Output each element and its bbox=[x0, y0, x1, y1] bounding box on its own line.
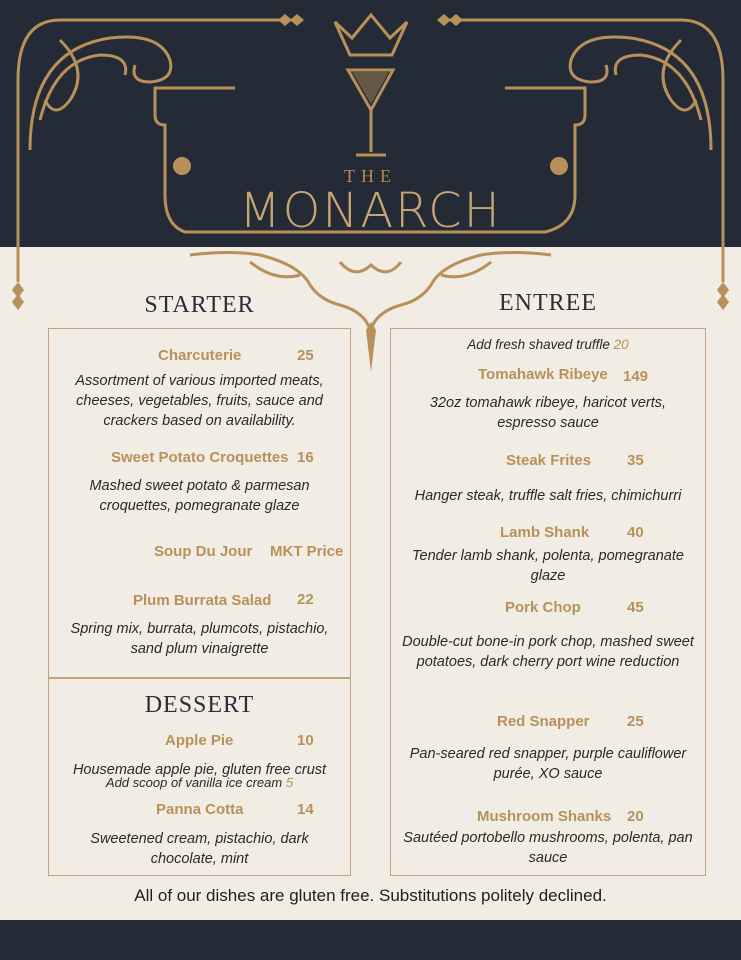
item-lamb-shank-desc: Tender lamb shank, polenta, pomegranate glaze bbox=[412, 548, 684, 584]
right-scroll bbox=[570, 37, 711, 150]
item-charcuterie-price: 25 bbox=[297, 347, 314, 364]
item-mushroom-shanks-price: 20 bbox=[627, 808, 644, 825]
crown-outline bbox=[335, 15, 407, 55]
apple-pie-addon bbox=[58, 775, 341, 790]
left-scroll bbox=[30, 37, 171, 150]
item-lamb-shank-name: Lamb Shank bbox=[500, 524, 590, 541]
item-ribeye-name: Tomahawk Ribeye bbox=[478, 366, 608, 383]
item-mushroom-shanks-desc: Sautéed portobello mushrooms, polenta, pan sauce bbox=[403, 830, 693, 866]
item-pork-chop-desc: Double-cut bone-in pork chop, mashed sweet potatoes, dark cherry port wine reduction bbox=[402, 634, 694, 670]
entree-heading: ENTREE bbox=[499, 290, 597, 316]
item-charcuterie-desc: Assortment of various imported meats, cheeses, vegetables, fruits, sauce and crackers based on availability. bbox=[75, 373, 324, 429]
item-steak-frites-name: Steak Frites bbox=[506, 452, 592, 469]
item-croquettes-name: Sweet Potato Croquettes bbox=[111, 449, 289, 466]
item-charcuterie-name: Charcuterie bbox=[158, 347, 242, 364]
item-apple-pie-desc: Housemade apple pie, gluten free crust bbox=[72, 762, 327, 778]
item-lamb-shank-price: 40 bbox=[627, 524, 644, 541]
item-burrata-desc: Spring mix, burrata, plumcots, pistachio, sand plum vinaigrette bbox=[70, 621, 329, 657]
item-steak-frites-price: 35 bbox=[627, 452, 644, 469]
item-croquettes-price: 16 bbox=[297, 449, 314, 466]
item-apple-pie-name: Apple Pie bbox=[165, 732, 234, 749]
item-panna-cotta-desc: Sweetened cream, pistachio, dark chocolate, mint bbox=[90, 831, 309, 867]
truffle-addon bbox=[390, 337, 706, 352]
item-apple-pie-price: 10 bbox=[297, 732, 314, 749]
item-ribeye-desc: 32oz tomahawk ribeye, haricot verts, espresso sauce bbox=[429, 395, 667, 431]
gluten-free-note: All of our dishes are gluten free. Substitutions politely declined. bbox=[134, 886, 607, 905]
starter-heading: STARTER bbox=[144, 292, 255, 318]
item-burrata-price: 22 bbox=[297, 591, 314, 608]
item-red-snapper-price: 25 bbox=[627, 713, 644, 730]
item-croquettes-desc: Mashed sweet potato & parmesan croquettes, pomegranate glaze bbox=[89, 478, 310, 514]
item-panna-cotta-name: Panna Cotta bbox=[156, 801, 244, 818]
item-pork-chop-price: 45 bbox=[627, 599, 644, 616]
item-steak-frites-desc: Hanger steak, truffle salt fries, chimichurri bbox=[414, 488, 682, 504]
apple-pie-addon-text: Add scoop of vanilla ice cream bbox=[105, 775, 283, 790]
item-pork-chop-name: Pork Chop bbox=[505, 599, 581, 616]
item-red-snapper-desc: Pan-seared red snapper, purple cauliflower purée, XO sauce bbox=[409, 746, 687, 782]
item-mushroom-shanks-name: Mushroom Shanks bbox=[477, 808, 612, 825]
brand-name: MONARCH bbox=[239, 183, 502, 239]
item-soup-name: Soup Du Jour bbox=[154, 543, 253, 560]
brand-the: THE bbox=[344, 166, 397, 186]
item-burrata-name: Plum Burrata Salad bbox=[133, 592, 272, 609]
item-panna-cotta-price: 14 bbox=[297, 801, 314, 818]
footer-band bbox=[0, 920, 741, 960]
truffle-addon-text: Add fresh shaved truffle bbox=[467, 337, 610, 352]
truffle-addon-price: 20 bbox=[613, 337, 629, 352]
item-soup-price: MKT Price bbox=[270, 543, 344, 560]
dessert-heading: DESSERT bbox=[144, 692, 255, 718]
item-ribeye-price: 149 bbox=[623, 368, 649, 385]
apple-pie-addon-price: 5 bbox=[285, 775, 294, 790]
item-red-snapper-name: Red Snapper bbox=[497, 713, 590, 730]
